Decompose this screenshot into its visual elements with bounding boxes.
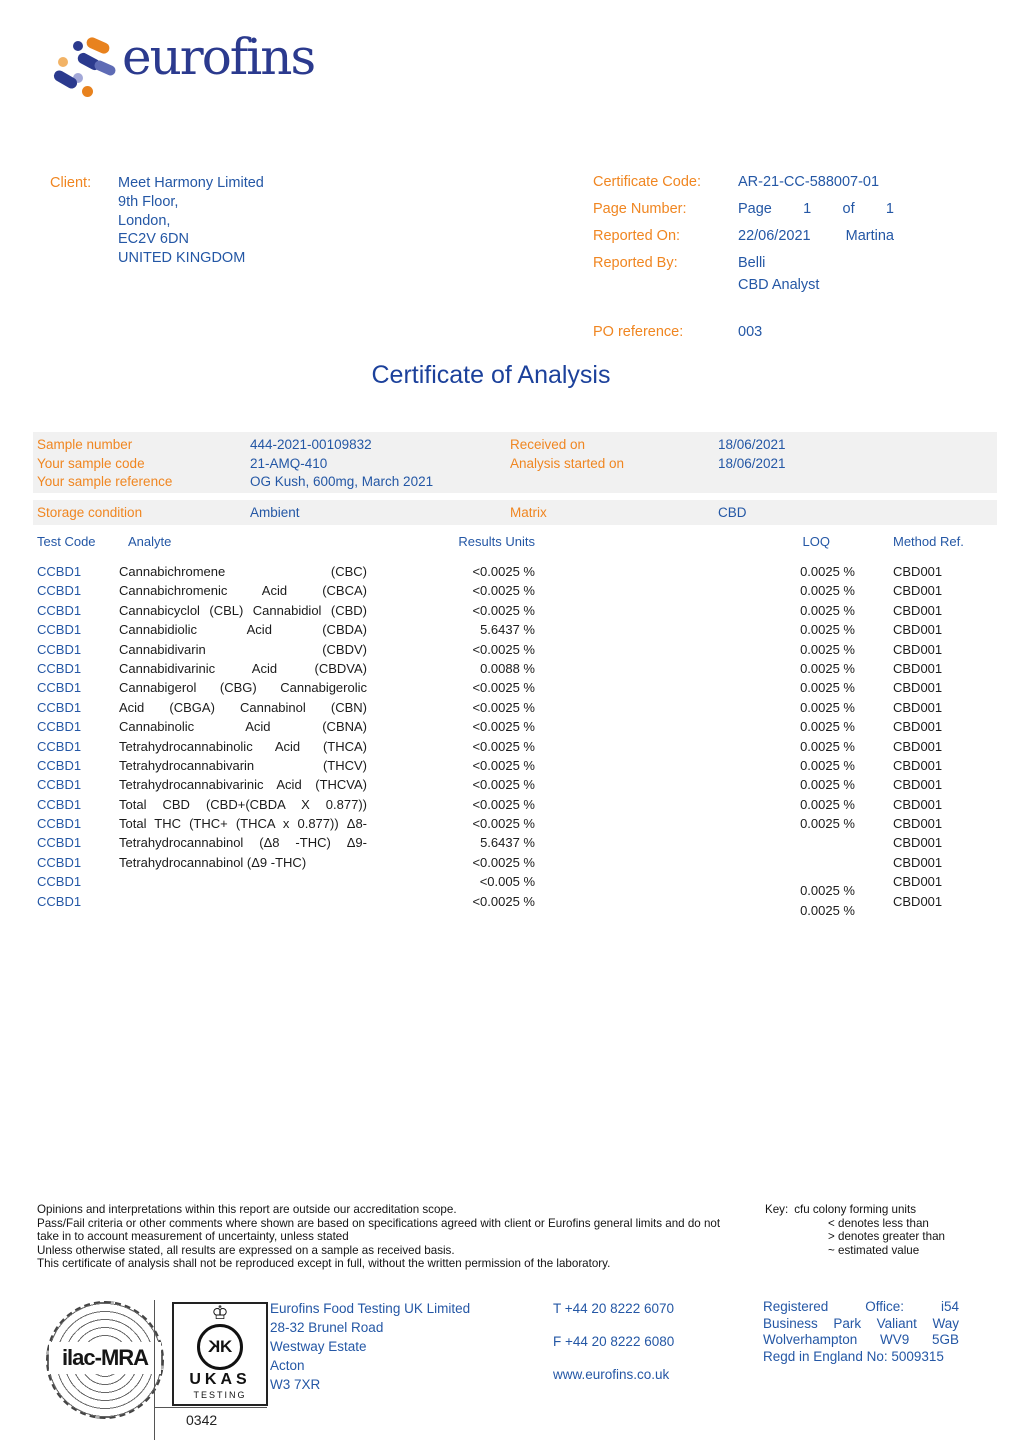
- client-address-line: UNITED KINGDOM: [118, 250, 246, 267]
- received-on-value: 18/06/2021: [718, 437, 786, 452]
- fax-number: F +44 20 8222 6080: [553, 1334, 675, 1349]
- cell-method-ref: CBD001: [893, 564, 943, 579]
- client-block: [50, 174, 264, 268]
- matrix-value: CBD: [718, 505, 747, 520]
- key-line: > denotes greater than: [828, 1230, 945, 1243]
- ukas-roundel-icon: K K: [197, 1324, 243, 1370]
- divider-horizontal: [154, 1407, 267, 1408]
- cell-result: 0.0088 %: [480, 660, 535, 676]
- col-analyte: Analyte: [128, 534, 172, 549]
- table-row: [37, 853, 990, 872]
- results-rows: [37, 562, 990, 918]
- cell-analyte: Cannabichromenic Acid (CBCA): [119, 583, 367, 599]
- cell-test-code: CCBD1: [37, 699, 82, 715]
- cell-result: <0.0025 %: [472, 680, 535, 696]
- cell-result: <0.0025 %: [472, 893, 535, 909]
- lab-address-line: W3 7XR: [270, 1377, 321, 1392]
- analysis-started-label: Analysis started on: [510, 455, 625, 471]
- disclaimer-line: Unless otherwise stated, all results are expressed on a sample as received basis.: [37, 1243, 455, 1257]
- phone-number: T +44 20 8222 6070: [553, 1301, 674, 1316]
- client-address-line: 9th Floor,: [118, 193, 179, 210]
- client-address-line: London,: [118, 212, 171, 229]
- cell-analyte: [119, 892, 369, 911]
- cell-test-code: CCBD1: [37, 564, 82, 579]
- table-row: [37, 620, 990, 639]
- cell-test-code: CCBD1: [37, 622, 82, 638]
- cell-loq: 0.0025 %: [800, 757, 855, 773]
- table-row: [37, 640, 990, 659]
- cell-method-ref: CBD001: [893, 874, 943, 890]
- cell-method-ref: CBD001: [893, 602, 943, 618]
- registered-line: Regd in England No: 5009315: [763, 1348, 944, 1364]
- cell-method-ref: CBD001: [893, 796, 943, 812]
- table-row: [37, 581, 990, 600]
- cell-method-ref: CBD001: [893, 854, 943, 870]
- registered-line: Wolverhampton WV9 5GB: [763, 1332, 959, 1347]
- ilac-mra-text: ilac-MRA: [49, 1342, 161, 1374]
- cell-method-ref: CBD001: [893, 738, 943, 754]
- cell-analyte: Tetrahydrocannabinol (Δ8 -THC) Δ9-: [119, 835, 367, 851]
- key-label: Key:: [765, 1203, 789, 1216]
- cell-result: <0.0025 %: [472, 738, 535, 754]
- cell-test-code: CCBD1: [37, 874, 82, 890]
- analysis-started-value: 18/06/2021: [718, 455, 786, 471]
- cell-loq: 0.0025 %: [800, 883, 855, 899]
- table-row: [37, 814, 990, 833]
- received-on-label: Received on: [510, 437, 586, 452]
- cell-loq: 0.0025 %: [800, 564, 855, 579]
- disclaimer-line: take in to account measurement of uncertainty, unless stated: [37, 1230, 349, 1243]
- table-row: [37, 562, 990, 581]
- col-method-ref: Method Ref.: [893, 534, 964, 549]
- your-sample-code-value: 21-AMQ-410: [250, 455, 328, 471]
- disclaimer-line: Pass/Fail criteria or other comments where shown are based on specifications agreed with client or Eurofins general limits and do not: [37, 1216, 721, 1230]
- lab-address-line: Acton: [270, 1358, 305, 1373]
- table-row: [37, 833, 990, 852]
- your-sample-code-label: Your sample code: [37, 455, 145, 471]
- cell-test-code: CCBD1: [37, 893, 82, 909]
- cell-analyte: Tetrahydrocannabivarinic Acid (THCVA): [119, 777, 367, 793]
- cell-test-code: CCBD1: [37, 719, 82, 735]
- registered-line: Business Park Valiant Way: [763, 1315, 959, 1331]
- cell-result: <0.0025 %: [472, 602, 535, 618]
- ukas-label: UKAS: [189, 1371, 251, 1388]
- cell-method-ref: CBD001: [893, 757, 943, 773]
- cell-method-ref: CBD001: [893, 835, 943, 851]
- cell-loq: 0.0025 %: [800, 816, 855, 832]
- cell-loq: 0.0025 %: [800, 719, 855, 735]
- page-number-value: Page 1 of 1: [738, 201, 894, 217]
- certificate-code-value: AR-21-CC-588007-01: [738, 174, 880, 190]
- lab-address-block: [270, 1299, 470, 1394]
- client-label: Client:: [50, 175, 92, 191]
- cell-test-code: CCBD1: [37, 796, 82, 812]
- table-row: [37, 601, 990, 620]
- cell-analyte: [119, 872, 369, 891]
- eurofins-wordmark: eurofins: [122, 28, 315, 86]
- storage-condition-value: Ambient: [250, 505, 300, 520]
- cell-test-code: CCBD1: [37, 757, 82, 773]
- po-reference-value: 003: [738, 324, 763, 340]
- cell-test-code: CCBD1: [37, 835, 82, 851]
- eurofins-dots-icon: [52, 40, 118, 104]
- cell-test-code: CCBD1: [37, 816, 82, 832]
- certificate-code-label: Certificate Code:: [593, 174, 701, 190]
- cell-result: <0.0025 %: [472, 854, 535, 870]
- cell-loq: 0.0025 %: [800, 902, 855, 918]
- disclaimer-line: This certificate of analysis shall not be reproduced except in full, without the written permission of the laboratory.: [37, 1257, 611, 1270]
- crown-icon: ♔: [211, 1303, 229, 1324]
- cell-analyte: Tetrahydrocannabinol (Δ9 -THC): [119, 854, 307, 870]
- table-row: [37, 737, 990, 756]
- cell-method-ref: CBD001: [893, 893, 943, 909]
- cell-analyte: Tetrahydrocannabinolic Acid (THCA): [119, 738, 367, 754]
- cell-method-ref: CBD001: [893, 680, 943, 696]
- cell-method-ref: CBD001: [893, 660, 943, 676]
- cell-analyte: Cannabidiolic Acid (CBDA): [119, 622, 367, 638]
- cell-result: <0.0025 %: [472, 641, 535, 657]
- col-test-code: Test Code: [37, 534, 96, 549]
- disclaimer-block: [37, 1203, 720, 1271]
- cell-test-code: CCBD1: [37, 602, 82, 618]
- client-name: Meet Harmony Limited: [118, 175, 264, 191]
- table-row: [37, 678, 990, 697]
- cell-loq: [535, 833, 855, 852]
- matrix-label: Matrix: [510, 505, 547, 520]
- cell-test-code: CCBD1: [37, 777, 82, 793]
- cell-analyte: Cannabinolic Acid (CBNA): [119, 719, 367, 735]
- key-block: [765, 1203, 945, 1257]
- reported-by-label: Reported By:: [593, 255, 678, 271]
- key-line: < denotes less than: [828, 1216, 929, 1230]
- table-row: [37, 717, 990, 736]
- your-sample-reference-value: OG Kush, 600mg, March 2021: [250, 474, 434, 490]
- cell-analyte: Total CBD (CBD+(CBDA X 0.877)): [119, 796, 367, 812]
- cell-loq: [535, 853, 855, 872]
- key-first-line: cfu colony forming units: [794, 1203, 916, 1216]
- cell-loq: 0.0025 %: [800, 622, 855, 638]
- cell-analyte: Cannabidivarin (CBDV): [119, 641, 367, 657]
- table-row: [37, 698, 990, 717]
- table-row: [37, 795, 990, 814]
- lab-name: Eurofins Food Testing UK Limited: [270, 1301, 471, 1316]
- client-address-line: EC2V 6DN: [118, 231, 189, 248]
- cell-result: <0.0025 %: [472, 583, 535, 599]
- cell-test-code: CCBD1: [37, 641, 82, 657]
- cell-loq: 0.0025 %: [800, 680, 855, 696]
- reported-on-label: Reported On:: [593, 228, 681, 244]
- cell-test-code: CCBD1: [37, 660, 82, 676]
- registered-office-block: [763, 1299, 959, 1365]
- cell-method-ref: CBD001: [893, 719, 943, 735]
- ukas-testing-label: TESTING: [193, 1390, 247, 1400]
- cell-result: 5.6437 %: [480, 622, 535, 638]
- table-row: [37, 872, 990, 899]
- col-loq: LOQ: [802, 534, 830, 549]
- lab-address-line: Westway Estate: [270, 1339, 367, 1354]
- client-address: [118, 174, 264, 268]
- results-table-header: [37, 534, 990, 549]
- cell-analyte: Cannabigerol (CBG) Cannabigerolic: [119, 680, 367, 696]
- cell-method-ref: CBD001: [893, 641, 943, 657]
- col-results-units: Results Units: [458, 534, 535, 549]
- cell-loq: 0.0025 %: [800, 777, 855, 793]
- cell-method-ref: CBD001: [893, 622, 943, 638]
- storage-condition-label: Storage condition: [37, 505, 143, 520]
- cell-result: <0.0025 %: [472, 699, 535, 715]
- cell-result: <0.005 %: [479, 874, 535, 890]
- contact-block: [553, 1299, 674, 1398]
- website-link: www.eurofins.co.uk: [553, 1367, 670, 1382]
- cell-method-ref: CBD001: [893, 816, 943, 832]
- cell-loq: 0.0025 %: [800, 699, 855, 715]
- table-row: [37, 756, 990, 775]
- lab-address-line: 28-32 Brunel Road: [270, 1320, 384, 1335]
- cell-result: <0.0025 %: [472, 564, 535, 579]
- cell-method-ref: CBD001: [893, 777, 943, 793]
- cell-test-code: CCBD1: [37, 738, 82, 754]
- cell-result: <0.0025 %: [472, 796, 535, 812]
- cell-test-code: CCBD1: [37, 680, 82, 696]
- your-sample-reference-label: Your sample reference: [37, 474, 173, 490]
- cell-loq: 0.0025 %: [800, 660, 855, 676]
- po-reference-label: PO reference:: [593, 324, 684, 340]
- cell-result: <0.0025 %: [472, 816, 535, 832]
- eurofins-logo: [52, 28, 352, 114]
- key-line: ~ estimated value: [828, 1243, 920, 1257]
- sample-number-label: Sample number: [37, 437, 133, 452]
- reported-by-role: CBD Analyst: [738, 277, 820, 293]
- table-row: [37, 775, 990, 794]
- cell-loq: 0.0025 %: [800, 738, 855, 754]
- cell-test-code: CCBD1: [37, 583, 82, 599]
- certificate-meta: [593, 174, 903, 351]
- divider-vertical: [154, 1300, 155, 1440]
- cell-analyte: Cannabicyclol (CBL) Cannabidiol (CBD): [119, 602, 367, 618]
- cell-analyte: Cannabidivarinic Acid (CBDVA): [119, 660, 367, 676]
- sample-info-band: [33, 432, 997, 493]
- cell-result: <0.0025 %: [472, 777, 535, 793]
- table-row: [37, 659, 990, 678]
- cell-result: 5.6437 %: [480, 835, 535, 851]
- ukas-testing-mark-icon: [172, 1302, 268, 1406]
- cell-loq: 0.0025 %: [800, 796, 855, 812]
- registered-line: Registered Office: i54: [763, 1299, 959, 1314]
- reported-by-value: Belli: [738, 255, 766, 271]
- cell-analyte: Tetrahydrocannabivarin (THCV): [119, 757, 367, 773]
- cell-loq: 0.0025 %: [800, 583, 855, 599]
- cell-method-ref: CBD001: [893, 583, 943, 599]
- cell-loq: 0.0025 %: [800, 602, 855, 618]
- cell-analyte: Cannabichromene (CBC): [119, 564, 367, 579]
- cell-result: <0.0025 %: [472, 719, 535, 735]
- page-number-label: Page Number:: [593, 201, 687, 217]
- storage-matrix-band: [33, 500, 997, 525]
- page-title: Certificate of Analysis: [371, 361, 611, 389]
- cell-analyte: Acid (CBGA) Cannabinol (CBN): [119, 699, 367, 715]
- cell-test-code: CCBD1: [37, 854, 82, 870]
- reported-on-value: 22/06/2021 Martina: [738, 228, 894, 244]
- sample-number-value: 444-2021-00109832: [250, 437, 372, 452]
- ilac-mra-seal-icon: [46, 1301, 164, 1419]
- cell-result: <0.0025 %: [472, 757, 535, 773]
- ukas-number: 0342: [186, 1412, 218, 1428]
- cell-method-ref: CBD001: [893, 699, 943, 715]
- disclaimer-line: Opinions and interpretations within this report are outside our accreditation scope.: [37, 1203, 457, 1216]
- cell-loq: 0.0025 %: [800, 641, 855, 657]
- cell-analyte: Total THC (THC+ (THCA x 0.877)) Δ8-: [119, 816, 367, 832]
